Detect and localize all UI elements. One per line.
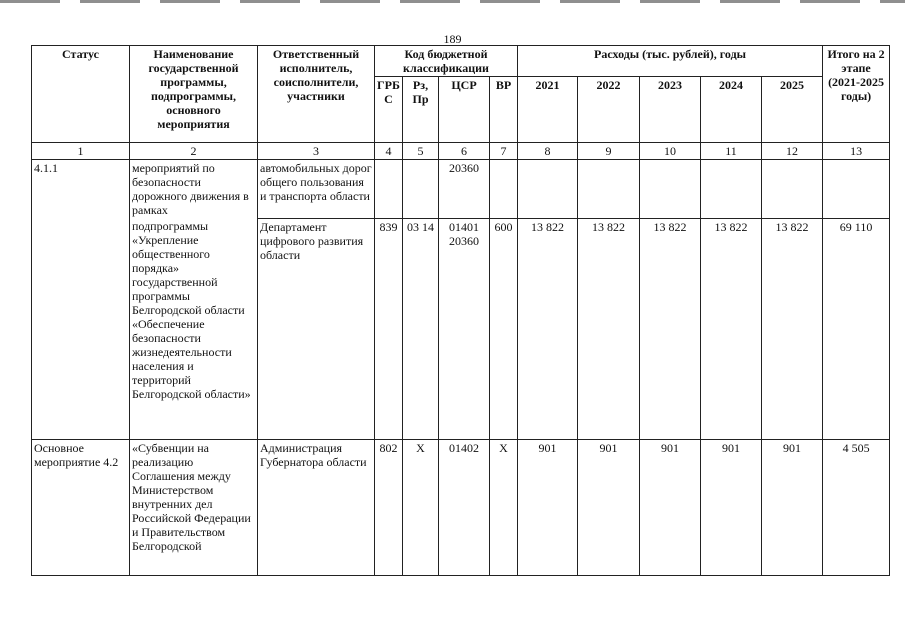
value-cell: 901 [578,439,640,575]
header-year-2021: 2021 [518,77,578,143]
table-row [32,218,890,439]
column-number: 11 [701,143,762,160]
executor-cell: автомобильных дорог общего пользования и транспорта области [258,160,375,219]
header-year-2022: 2022 [578,77,640,143]
header-year-2025: 2025 [762,77,823,143]
header-grbs: ГРБ С [375,77,403,143]
header-vr: ВР [490,77,518,143]
column-number: 7 [490,143,518,160]
header-executor: Ответственный исполнитель, соисполнители, участники [258,46,375,143]
csr-cell: 01402 [439,439,490,575]
value-cell: 13 822 [762,218,823,439]
table-row [32,439,890,575]
value-cell [518,160,578,219]
header-total: Итого на 2 этапе (2021-2025 годы) [823,46,890,143]
column-number: 6 [439,143,490,160]
column-number-row [32,143,890,160]
total-cell: 4 505 [823,439,890,575]
header-expenses: Расходы (тыс. рублей), годы [518,46,823,77]
header-year-2024: 2024 [701,77,762,143]
header-row-1 [32,46,890,77]
value-cell: 13 822 [701,218,762,439]
rzpr-cell: 03 14 [403,218,439,439]
column-number: 10 [640,143,701,160]
header-csr: ЦСР [439,77,490,143]
status-cell: Основное мероприятие 4.2 [32,439,130,575]
column-number: 9 [578,143,640,160]
table-row [32,160,890,219]
column-number: 8 [518,143,578,160]
column-number: 4 [375,143,403,160]
value-cell [640,160,701,219]
budget-table [31,45,890,576]
top-edge-line [0,0,905,3]
column-number: 3 [258,143,375,160]
page-number: 189 [443,32,462,46]
rzpr-cell: Х [403,439,439,575]
vr-cell [490,160,518,219]
value-cell: 13 822 [518,218,578,439]
executor-cell: Администрация Губернатора области [258,439,375,575]
value-cell [701,160,762,219]
name-cell: «Субвенции на реализацию Соглашения между Министерством внутренних дел Российской Федерации и Правительством Белгородской [130,439,258,575]
header-status: Статус [32,46,130,143]
header-year-2023: 2023 [640,77,701,143]
column-number: 5 [403,143,439,160]
executor-cell: Департамент цифрового развития области [258,218,375,439]
header-rzpr: Рз, Пр [403,77,439,143]
vr-cell: Х [490,439,518,575]
value-cell [578,160,640,219]
column-number: 13 [823,143,890,160]
grbs-cell [375,160,403,219]
total-cell [823,160,890,219]
value-cell: 901 [518,439,578,575]
grbs-cell: 839 [375,218,403,439]
rzpr-cell [403,160,439,219]
value-cell: 901 [640,439,701,575]
value-cell [762,160,823,219]
name-cell-top: мероприятий по безопасности дорожного движения в рамках [130,160,258,219]
value-cell: 13 822 [578,218,640,439]
column-number: 2 [130,143,258,160]
header-budget-code: Код бюджетной классификации [375,46,518,77]
value-cell: 901 [701,439,762,575]
total-cell: 69 110 [823,218,890,439]
value-cell: 901 [762,439,823,575]
vr-cell: 600 [490,218,518,439]
grbs-cell: 802 [375,439,403,575]
csr-cell: 01401 20360 [439,218,490,439]
name-cell-bottom: подпрограммы «Укрепление общественного порядка» государственной программы Белгородской области «Обеспечение безопасности жизнедеятельности населения и территорий Белгородской области» [130,218,258,439]
csr-cell: 20360 [439,160,490,219]
column-number: 12 [762,143,823,160]
column-number: 1 [32,143,130,160]
value-cell: 13 822 [640,218,701,439]
header-name: Наименование государственной программы, подпрограммы, основного мероприятия [130,46,258,143]
status-cell: 4.1.1 [32,160,130,440]
